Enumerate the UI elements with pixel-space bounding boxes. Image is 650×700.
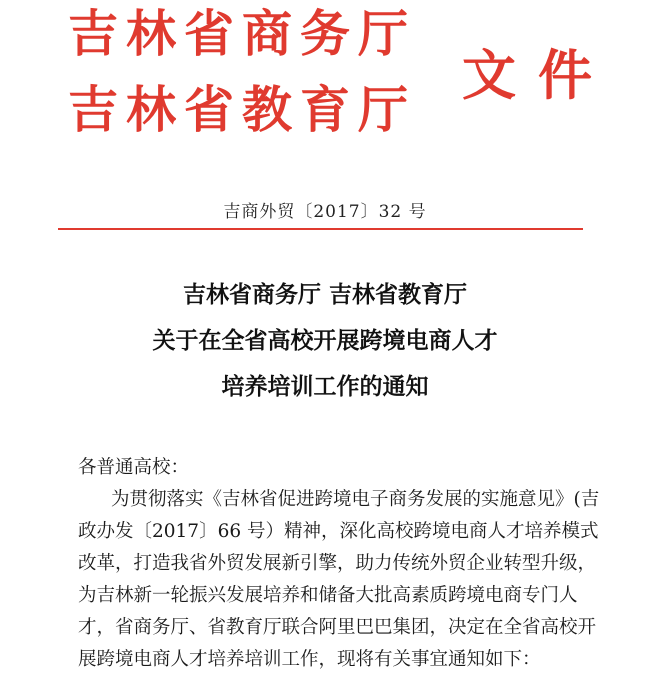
red-divider <box>58 228 583 230</box>
salutation: 各普通高校： <box>78 457 190 478</box>
document-type-label: 文件 <box>462 44 614 107</box>
paragraph-line: 改革，打造我省外贸发展新引擎，助力传统外贸企业转型升级， <box>78 553 597 574</box>
notice-title <box>0 272 650 410</box>
notice-body <box>78 452 598 676</box>
issuing-org-education: 吉林省教育厅 <box>68 81 416 139</box>
title-line-2: 关于在全省高校开展跨境电商人才 <box>152 327 498 354</box>
paragraph-line: 展跨境电商人才培养培训工作，现将有关事宜通知如下： <box>78 649 541 670</box>
paragraph-line: 为吉林新一轮振兴发展培养和储备大批高素质跨境电商专门人 <box>78 585 578 606</box>
paragraph-line: 才，省商务厅、省教育厅联合阿里巴巴集团，决定在全省高校开 <box>78 617 597 638</box>
issuing-org-commerce: 吉林省商务厅 <box>68 5 416 63</box>
title-line-3: 培养培训工作的通知 <box>221 373 429 400</box>
paragraph-line: 政办发〔2017〕66 号）精神，深化高校跨境电商人才培养模式 <box>78 521 599 542</box>
document-number: 吉商外贸〔2017〕32 号 <box>223 202 427 222</box>
title-line-1: 吉林省商务厅 吉林省教育厅 <box>182 281 467 308</box>
paragraph-line: 为贯彻落实《吉林省促进跨境电子商务发展的实施意见》(吉 <box>111 489 600 510</box>
document-header <box>0 0 650 230</box>
